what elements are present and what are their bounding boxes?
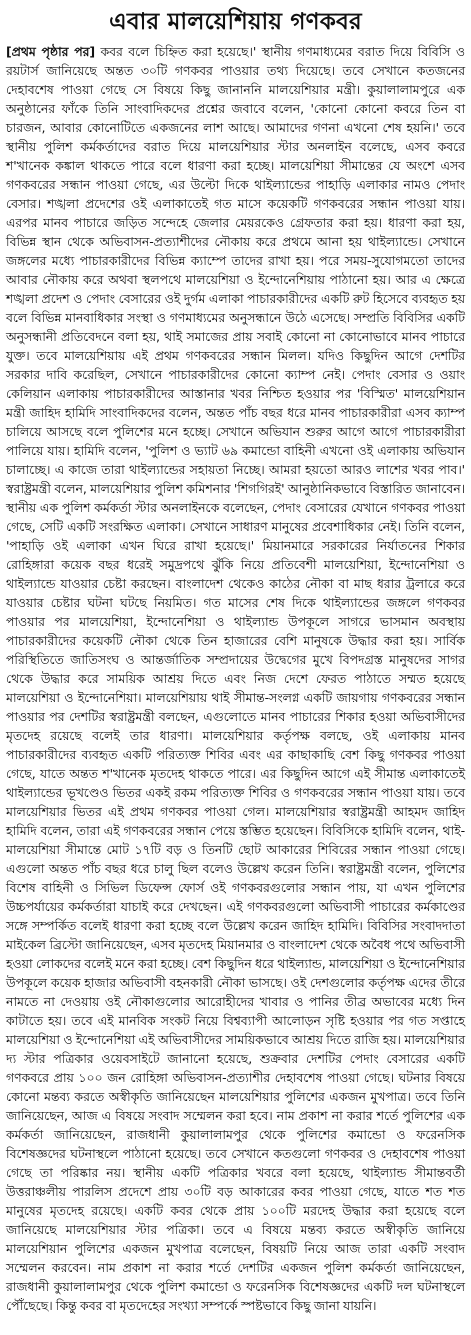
article-body — [6, 42, 465, 1315]
continued-from-tag: [প্রথম পৃষ্ঠার পর] — [6, 44, 96, 59]
article-body-text: কবর বলে চিহ্নিত করা হয়েছে।' স্থানীয় গণমাধ্যমের বরাত দিয়ে বিবিসি ও রয়টার্স জানিয়েছে অন্তত ৩০টি গণকবর পাওয়ার তথ্য দিয়েছে। তবে সেখানে কতজনের দেহাবশেষ পাওয়া গেছে সে বিষয়ে কিছু জানাননি মালয়েশিয়ার মন্ত্রী। কুয়ালালামপুরে এক অনুষ্ঠানের ফাঁকে তিনি সাংবাদিকদের প্রশ্নের জবাবে বলেন, 'কোনো কোনো কবরে তিন বা চারজন, আবার কোনোটিতে একজনের লাশ আছে। আমাদের গণনা এখনো শেষ হয়নি।' তবে স্থানীয় পুলিশ কর্মকর্তাদের বরাত দিয়ে মালয়েশিয়ার স্টার অনলাইন বলেছে, এসব কবরে শ'খানেক কঙ্কাল থাকতে পারে বলে ধারণা করা হচ্ছে। মালয়েশিয়া সীমান্তের যে অংশে এসব গণকবরের সন্ধান পাওয়া গেছে, এর উল্টো দিকে থাইল্যান্ডের পাহাড়ি এলাকার নামও পেদাং বেসার। শঙ্খলা প্রদেশের ওই এলাকাতেই গত মাসে কয়েকটি গণকবরের সন্ধান পাওয়া যায়। এরপর মানব পাচারে জড়িত সন্দেহে জেলার মেয়রকেও গ্রেফতার করা হয়। ধারণা করা হয়, বিভিন্ন স্থান থেকে অভিবাসন-প্রত্যাশীদের নৌকায় করে প্রথমে আনা হয় থাইল্যান্ডে। সেখানে জঙ্গলের মধ্যে পাচারকারীদের বিভিন্ন ক্যাম্পে তাদের রাখা হয়। পরে সময়-সুযোগমতো তাদের আবার নৌকায় করে অথবা স্থলপথে মালয়েশিয়া ও ইন্দোনেশিয়ায় পাঠানো হয়। আর এ ক্ষেত্রে শঙ্খলা প্রদেশ ও পেদাং বেসারের ওই দুর্গম এলাকা পাচারকারীদের একটি রুট হিসেবে ব্যবহৃত হয় বলে বিভিন্ন মানবাধিকার সংস্থা ও গণমাধ্যমের অনুসন্ধানে উঠে এসেছে। সম্প্রতি বিবিসির একটি অনুসন্ধানী প্রতিবেদনে বলা হয়, থাই সমাজের প্রায় সবাই কোনো না কোনোভাবে মানব পাচারে যুক্ত। তবে মালয়েশিয়ায় এই প্রথম গণকবরের সন্ধান মিলল। যদিও কিছুদিন আগে দেশটির সরকার দাবি করেছিল, সেখানে পাচারকারীদের কোনো ক্যাম্প নেই। পেদাং বেসার ও ওয়াং কেলিয়ান এলাকায় পাচারকারীদের আস্তানার খবর নিশ্চিত হওয়ার পর 'বিস্মিত' মালয়েশিয়ান মন্ত্রী জাহিদ হামিদি সাংবাদিকদের বলেন, অন্তত পাঁচ বছর ধরে মানব পাচারকারীরা এসব ক্যাম্প চালিয়ে আসছে বলে পুলিশের মনে হচ্ছে। সেখানে অভিযান শুরুর আগে আগে পাচারকারীরা পালিয়ে যায়। হামিদি বলেন, 'পুলিশ ও ভ্যাট ৬৯ কমান্ডো বাহিনী এখনো ওই এলাকায় অভিযান চালাচ্ছে। এ কাজে তারা থাইল্যান্ডের সহায়তা নিচ্ছে। আমরা হয়তো আরও লাশের খবর পাব।' স্বরাষ্ট্রমন্ত্রী বলেন, মালয়েশিয়ার পুলিশ কমিশনার 'শিগগিরই' আনুষ্ঠানিকভাবে বিস্তারিত জানাবেন। স্থানীয় এক পুলিশ কর্মকর্তা স্টার অনলাইনকে বলেছেন, পেদাং বেসারের যেখানে গণকবর পাওয়া গেছে, সেটি একটি সংরক্ষিত এলাকা। সেখানে সাধারণ মানুষের প্রবেশাধিকার নেই। তিনি বলেন, 'পাহাড়ি ওই এলাকা এখন ঘিরে রাখা হয়েছে।' মিয়ানমারে সরকারের নির্যাতনের শিকার রোহিঙ্গারা কয়েক বছর ধরেই সমুদ্রপথে ঝুঁকি নিয়ে প্রতিবেশী মালয়েশিয়া, ইন্দোনেশিয়া ও থাইল্যান্ডে যাওয়ার চেষ্টা করছেন। বাংলাদেশ থেকেও কাঠের নৌকা বা মাছ ধরার ট্রলারে করে যাওয়ার চেষ্টার ঘটনা ঘটছে নিয়মিত। গত মাসের শেষ দিকে থাইল্যান্ডের জঙ্গলে গণকবর পাওয়ার পর মালয়েশিয়া, ইন্দোনেশিয়া ও থাইল্যান্ড উপকূলে সাগরে ভাসমান অবস্থায় পাচারকারীদের কয়েকটি নৌকা থেকে তিন হাজারের বেশি মানুষকে উদ্ধার করা হয়। সার্বিক পরিস্থিতিতে জাতিসংঘ ও আন্তর্জাতিক সম্প্রদায়ের উদ্বেগের মুখে বিপদগ্রস্ত মানুষদের সাগর থেকে উদ্ধার করে সাময়িক আশ্রয় দিতে এবং নিজ দেশে ফেরত পাঠাতে সম্মত হয়েছে মালয়েশিয়া ও ইন্দোনেশিয়া। মালয়েশিয়ায় থাই সীমান্ত-সংলগ্ন একটি জায়গায় গণকবরের সন্ধান পাওয়ার পর দেশটির স্বরাষ্ট্রমন্ত্রী বলছেন, এগুলোতে মানব পাচারের শিকার হওয়া অভিবাসীদের মৃতদেহ রয়েছে বলেই তার ধারণা। মালয়েশিয়ার কর্তৃপক্ষ বলছে, ওই এলাকায় মানব পাচারকারীদের ব্যবহৃত একটি পরিত্যক্ত শিবির এবং এর কাছাকাছি বেশ কিছু গণকবর পাওয়া গেছে, যাতে অন্তত শ'খানেক মৃতদেহ থাকতে পারে। এর কিছুদিন আগে এই সীমান্ত এলাকাতেই থাইল্যান্ডের ভূখণ্ডেও ভিতর একই রকম পরিত্যক্ত শিবির ও গণকবরের সন্ধান পাওয়া যায়। তবে মালয়েশিয়ার ভিতর এই প্রথম গণকবর পাওয়া গেল। মালয়েশিয়ার স্বরাষ্ট্রমন্ত্রী আহমদ জাহিদ হামিদি বলেন, তারা এই গণকবরের সন্ধান পেয়ে স্তম্ভিত হয়েছেন। বিবিসিকে হামিদি বলেন, থাই-মালয়েশিয়া সীমান্তে মোট ১৭টি বড় ও তিনটি ছোট আকারের শিবিরের সন্ধান পাওয়া গেছে। এগুলো অন্তত পাঁচ বছর ধরে চালু ছিল বলেও উল্লেখ করেন তিনি। স্বরাষ্ট্রমন্ত্রী বলেন, পুলিশের বিশেষ বাহিনী ও সিভিল ডিফেন্স ফোর্স ওই গণকবরগুলোর সন্ধান পায়, যা এখন পুলিশের উচ্চপর্যায়ের কর্মকর্তারা যাচাই করে দেখছেন। এই গণকবরগুলো অভিবাসী পাচারের কর্মকাণ্ডের সঙ্গে সম্পর্কিত বলেই ধারণা করা হচ্ছে বলে উল্লেখ করেন জাহিদ হামিদি। বিবিসির সংবাদদাতা মাইকেল ব্রিস্টো জানিয়েছেন, এসব মৃতদেহ মিয়ানমার ও বাংলাদেশ থেকে অবৈধ পথে অভিবাসী হওয়া লোকদের বলেই মনে করা হচ্ছে। বেশ কিছুদিন ধরে থাইল্যান্ড, মালয়েশিয়া ও ইন্দোনেশিয়ার উপকূলে কয়েক হাজার অভিবাসী বহনকারী নৌকা ভাসছে। ওই দেশগুলোর কর্তৃপক্ষ এদের তীরে নামতে না দেওয়ায় ওই নৌকাগুলোর আরোহীদের খাবার ও পানির তীব্র অভাবের মধ্যে দিন কাটাতে হয়। তবে এই মানবিক সংকট নিয়ে বিশ্বব্যাপী আলোড়ন সৃষ্টি হওয়ার পর গত সপ্তাহে মালয়েশিয়া ও ইন্দোনেশিয়া এই অভিবাসীদের সাময়িকভাবে আশ্রয় দিতে রাজি হয়। মালয়েশিয়ার দ্য স্টার পত্রিকার ওয়েবসাইটে জানানো হয়েছে, শুক্রবার দেশটির পেদাং বেসারের একটি গণকবরে প্রায় ১০০ জন রোহিঙ্গা অভিবাসন-প্রত্যাশীর দেহাবশেষ পাওয়া গেছে। ঘটনার বিষয়ে কোনো মন্তব্য করতে অস্বীকৃতি জানিয়েছেন মালয়েশিয়ার পুলিশের একজন মুখপাত্র। তবে তিনি জানিয়েছেন, আজ এ বিষয়ে সংবাদ সম্মেলন করা হবে। নাম প্রকাশ না করার শর্তে পুলিশের এক কর্মকর্তা জানিয়েছেন, রাজধানী কুয়ালালামপুর থেকে পুলিশের কমান্ডো ও ফরেনসিক বিশেষজ্ঞদের ঘটনাস্থলে পাঠানো হয়েছে। তবে সেখানে কতগুলো গণকবর ও দেহাবশেষ পাওয়া গেছে তা পরিষ্কার নয়। স্থানীয় একটি পত্রিকার খবরে বলা হয়েছে, থাইল্যান্ড সীমান্তবর্তী উত্তরাঞ্চলীয় পারলিস প্রদেশে প্রায় ৩০টি বড় আকারের কবর পাওয়া গেছে, যাতে শত শত মানুষের মৃতদেহ রয়েছে। একটি কবর থেকে প্রায় ১০০টি মরদেহ উদ্ধার করা হয়েছে বলে জানিয়েছে মালয়েশিয়ার স্টার পত্রিকা। তবে এ বিষয়ে মন্তব্য করতে অস্বীকৃতি জানিয়ে মালয়েশিয়ান পুলিশের একজন মুখপাত্র বলেছেন, বিষয়টি নিয়ে আজ তারা একটি সংবাদ সম্মেলন করবেন। নাম প্রকাশ না করার শর্তে দেশটির একজন পুলিশ কর্মকর্তা জানিয়েছেন, রাজধানী কুয়ালালামপুর থেকে পুলিশ কমান্ডো ও ফরেনসিক বিশেষজ্ঞদের একটি দল ঘটনাস্থলে পৌঁছেছে। কিন্তু কবর বা মৃতদেহের সংখ্যা সম্পর্কে স্পষ্টভাবে কিছু জানা যায়নি। — [6, 44, 466, 1313]
article-headline: এবার মালয়েশিয়ায় গণকবর — [109, 9, 362, 35]
